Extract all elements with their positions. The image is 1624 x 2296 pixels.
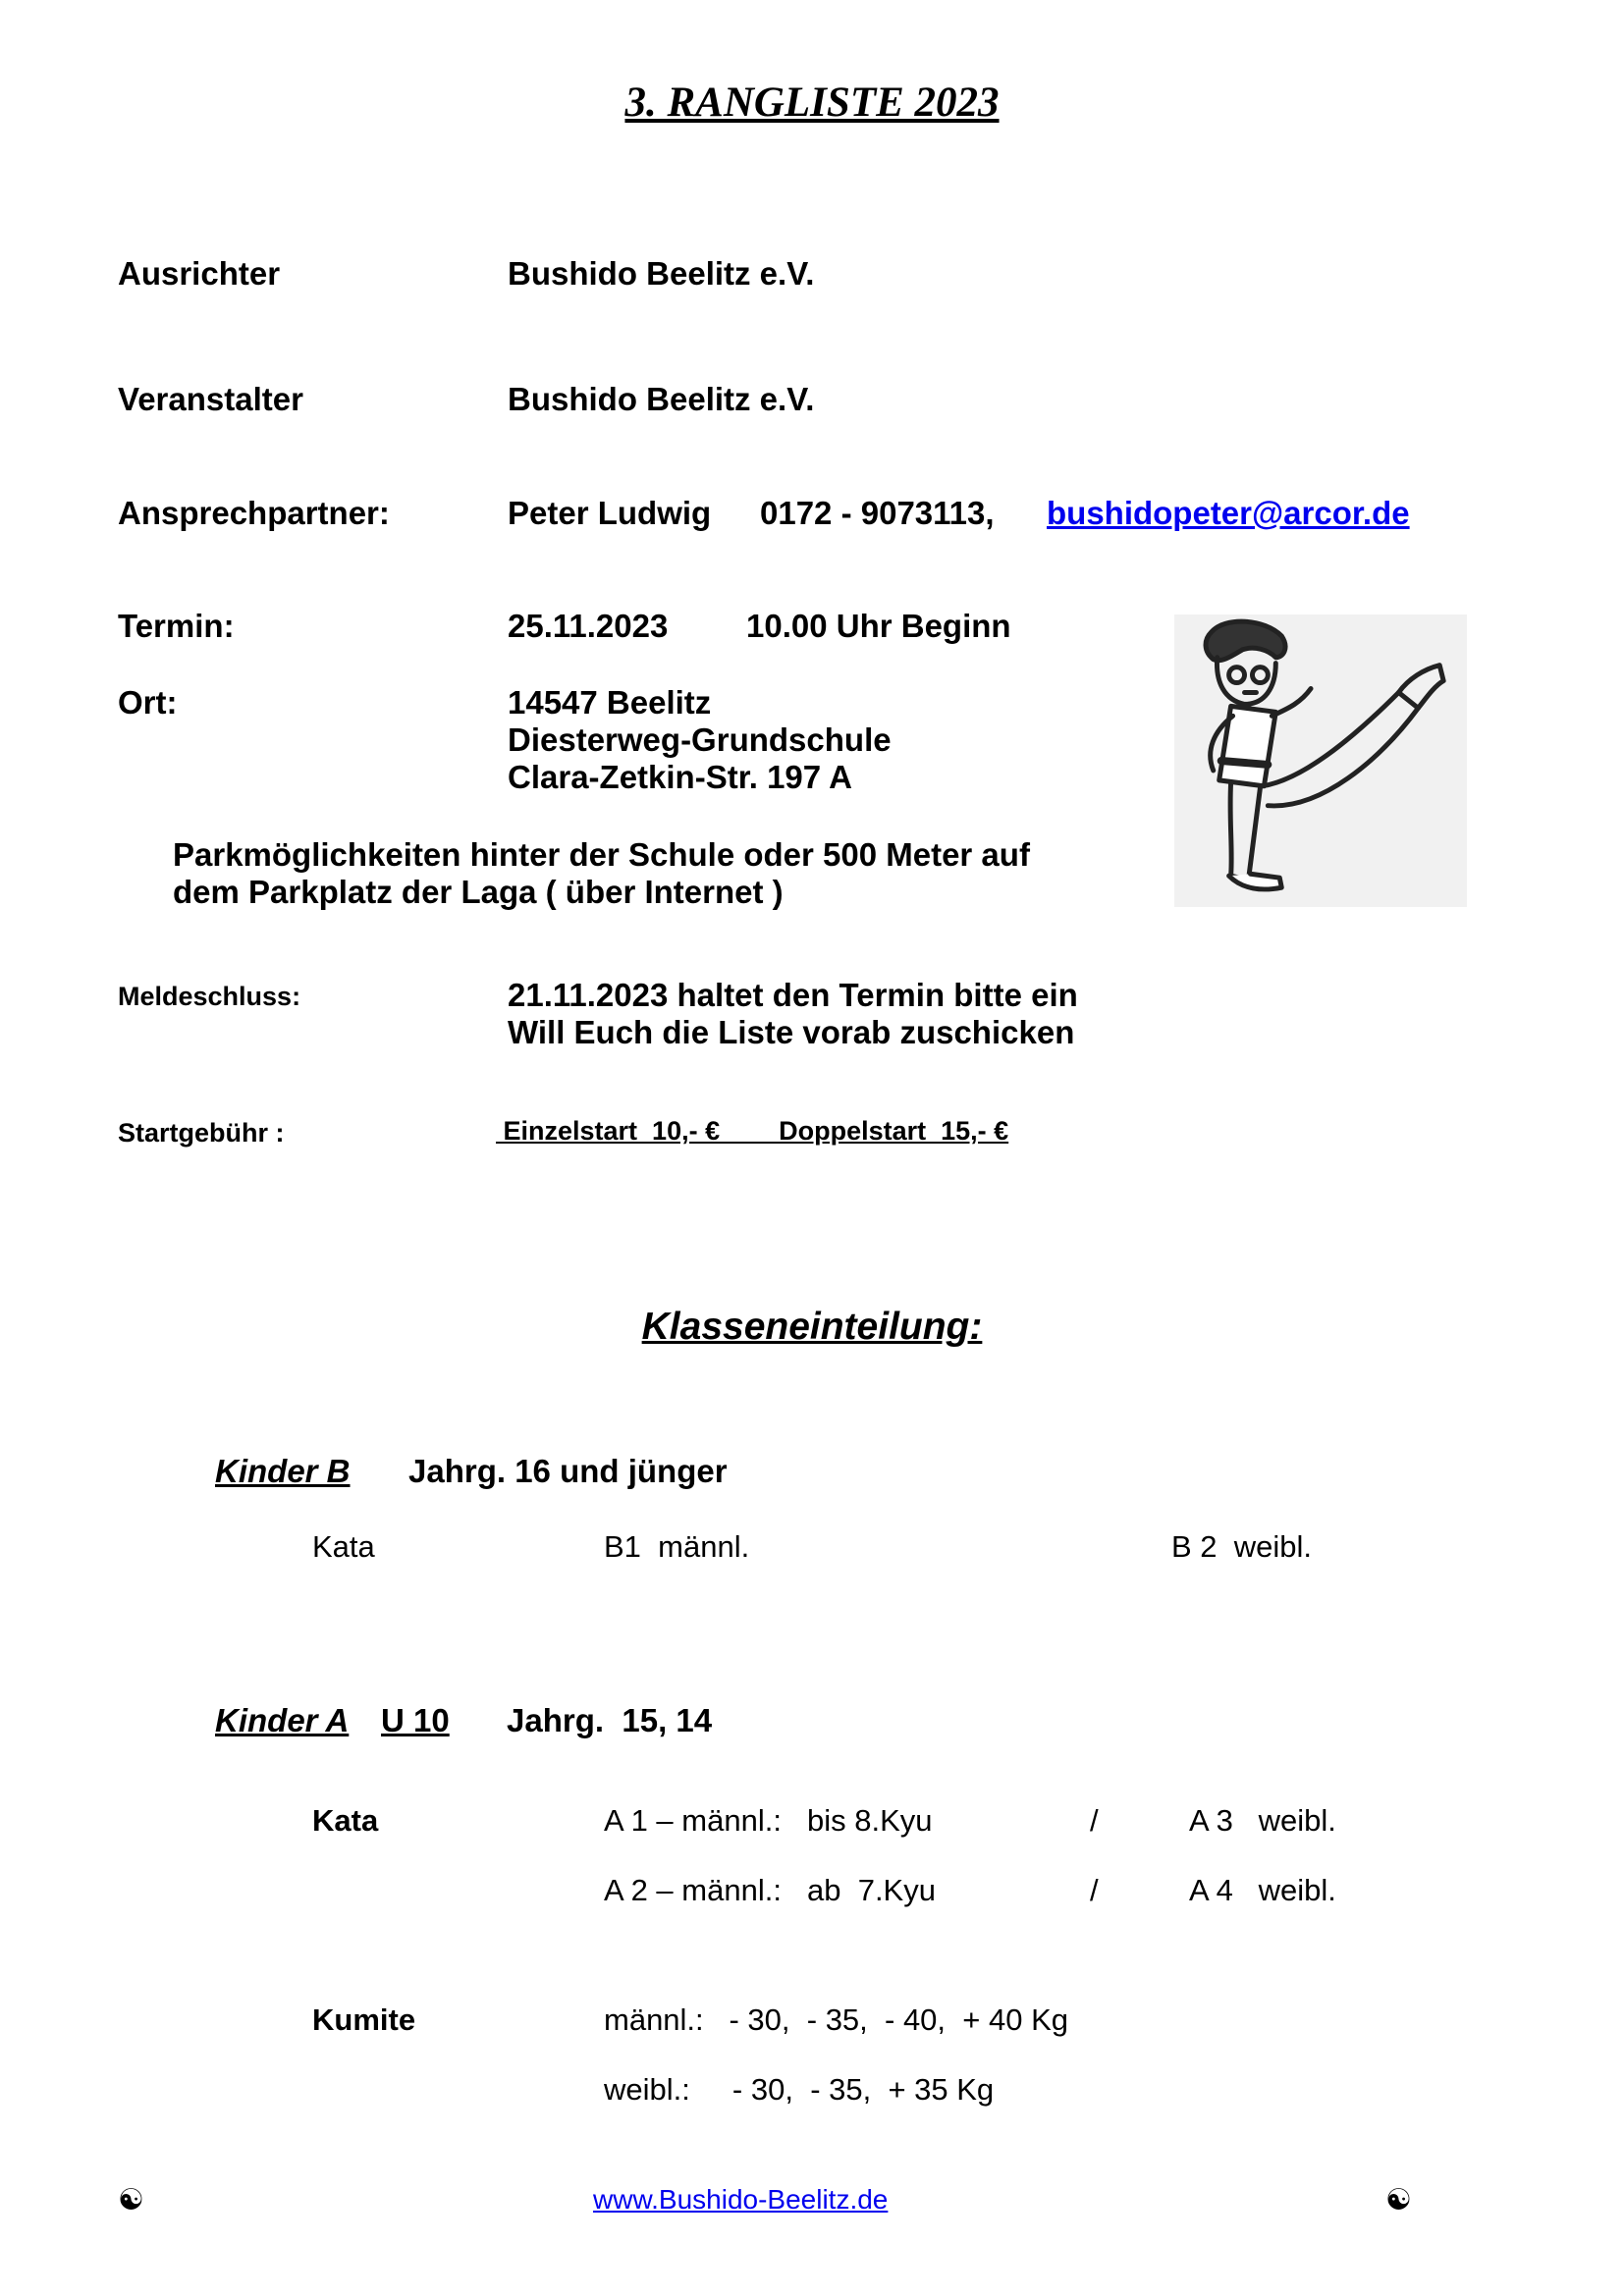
meldeschluss-line: 21.11.2023 haltet den Termin bitte ein — [508, 977, 1078, 1013]
kata-row-female: A 4 weibl. — [1189, 1873, 1336, 1907]
parking-line: Parkmöglichkeiten hinter der Schule oder 500 Meter auf — [173, 836, 1030, 873]
ort-label: Ort: — [118, 684, 178, 721]
kata-row-kyu: bis 8.Kyu — [807, 1803, 933, 1838]
kumite-label: Kumite — [312, 2002, 416, 2037]
yin-yang-icon: ☯ — [1385, 2184, 1412, 2216]
kata-label: Kata — [312, 1803, 379, 1838]
ausrichter-label: Ausrichter — [118, 255, 281, 292]
kata-male: B1 männl. — [604, 1529, 750, 1564]
kata-row-kyu: ab 7.Kyu — [807, 1873, 936, 1907]
kata-row-male: A 2 – männl.: — [604, 1873, 782, 1907]
kumite-female: weibl.: - 30, - 35, + 35 Kg — [604, 2072, 995, 2107]
kata-female: B 2 weibl. — [1171, 1529, 1313, 1564]
kata-label: Kata — [312, 1529, 375, 1564]
contact-name: Peter Ludwig — [508, 495, 712, 531]
contact-email-link[interactable]: bushidopeter@arcor.de — [1047, 495, 1410, 531]
startgebuehr-label: Startgebühr : — [118, 1118, 285, 1148]
kata-row-separator: / — [1090, 1803, 1099, 1838]
section-title: Klasseneinteilung: — [641, 1306, 983, 1348]
page-title: 3. RANGLISTE 2023 — [624, 80, 1000, 126]
group-name-kinder-b: Kinder B — [215, 1453, 351, 1489]
contact-phone: 0172 - 9073113, — [760, 495, 995, 531]
ort-line: 14547 Beelitz — [508, 684, 712, 721]
veranstalter-value: Bushido Beelitz e.V. — [508, 381, 815, 417]
termin-label: Termin: — [118, 608, 235, 644]
kata-row-female: A 3 weibl. — [1189, 1803, 1336, 1838]
group-years: Jahrg. 15, 14 — [507, 1702, 713, 1738]
meldeschluss-label: Meldeschluss: — [118, 982, 301, 1011]
parking-line: dem Parkplatz der Laga ( über Internet ) — [173, 874, 784, 910]
veranstalter-label: Veranstalter — [118, 381, 303, 417]
startgebuehr-value: Einzelstart 10,- € Doppelstart 15,- € — [496, 1116, 1009, 1146]
yin-yang-icon: ☯ — [118, 2184, 144, 2216]
group-age: U 10 — [381, 1702, 450, 1738]
kata-row-separator: / — [1090, 1873, 1099, 1907]
footer-website-link[interactable]: www.Bushido-Beelitz.de — [593, 2184, 889, 2215]
meldeschluss-line: Will Euch die Liste vorab zuschicken — [508, 1014, 1075, 1050]
termin-time: 10.00 Uhr Beginn — [746, 608, 1011, 644]
kumite-male: männl.: - 30, - 35, - 40, + 40 Kg — [604, 2002, 1068, 2037]
kata-row-male: A 1 – männl.: — [604, 1803, 782, 1838]
ort-line: Diesterweg-Grundschule — [508, 721, 892, 758]
termin-date: 25.11.2023 — [508, 608, 669, 644]
contact-label: Ansprechpartner: — [118, 495, 390, 531]
ort-line: Clara-Zetkin-Str. 197 A — [508, 759, 852, 795]
group-years: Jahrg. 16 und jünger — [408, 1453, 728, 1489]
group-name-kinder-a: Kinder A — [215, 1702, 350, 1738]
ausrichter-value: Bushido Beelitz e.V. — [508, 255, 815, 292]
karate-kick-illustration — [1174, 614, 1467, 907]
